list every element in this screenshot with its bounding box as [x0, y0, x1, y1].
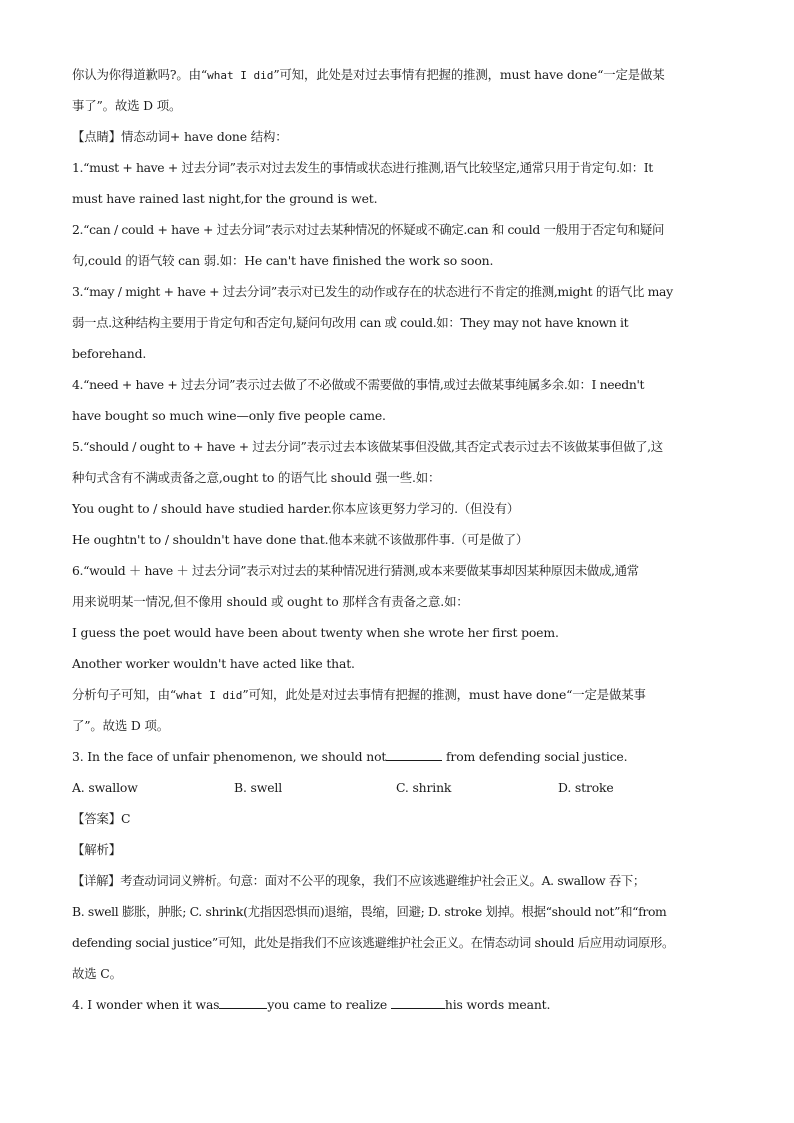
question-text: 3. In the face of unfair phenomenon, we should not	[72, 749, 387, 764]
text-line: 了”。故选 D 项。	[72, 718, 169, 733]
question-text: you came to realize	[267, 997, 391, 1012]
question-text: from defending social justice.	[442, 749, 628, 764]
text-line: 用来说明某一情况,但不像用 should 或 ought to 那样含有责备之意.如：	[72, 594, 469, 609]
detail-line: 【详解】考查动词词义辨析。句意：面对不公平的现象，我们不应该逃避维护社会正义。A. swallow 吞下；	[72, 873, 645, 888]
text-line: 种句式含有不满或责备之意,ought to 的语气比 should 强一些.如：	[72, 470, 441, 485]
question-text: 4. I wonder when it was	[72, 997, 220, 1012]
text-line	[72, 684, 724, 715]
example-sentence: I guess the poet would have been about twenty when she wrote her first poem.	[72, 625, 559, 640]
text-line: 2.“can / could + have + 过去分词”表示对过去某种情况的怀疑或不确定.can 和 could 一般用于否定句和疑问	[72, 222, 664, 237]
text-line: beforehand.	[72, 346, 147, 361]
text-line: 6.“would ＋ have ＋ 过去分词”表示对过去的某种情况进行猜测,或本来要做某事却因某种原因未做成,通常	[72, 563, 639, 578]
text-segment: ”可知，此处是对过去事情有把握的推测，must have done“一定是做某事	[242, 687, 646, 702]
text-line: have bought so much wine—only five people came.	[72, 408, 386, 423]
text-line: 4.“need + have + 过去分词”表示过去做了不必做或不需要做的事情,或过去做某事纯属多余.如：I needn't	[72, 377, 645, 392]
text-line: 1.“must + have + 过去分词”表示对过去发生的事情或状态进行推测,语气比较坚定,通常只用于肯定句.如：It	[72, 160, 653, 175]
answer-blank	[219, 994, 267, 1009]
option-d: D. stroke	[558, 780, 614, 795]
detail-line: 故选 C。	[72, 966, 122, 981]
text-line	[72, 64, 724, 95]
text-segment: 分析句子可知，由“	[72, 687, 177, 702]
text-line: 句,could 的语气较 can 弱.如：He can't have finished the work so soon.	[72, 253, 494, 268]
answer-line	[72, 808, 724, 839]
option-c: C. shrink	[396, 780, 452, 795]
text-line: 3.“may / might + have + 过去分词”表示对已发生的动作或存在的状态进行不肯定的推测,might 的语气比 may	[72, 284, 673, 299]
analysis-tag: 【解析】	[72, 842, 121, 857]
quoted-code: what I did	[176, 689, 243, 702]
text-line: 事了”。故选 D 项。	[72, 98, 182, 113]
question-4-stem	[72, 994, 724, 1025]
question-3-options	[72, 777, 724, 808]
option-a: A. swallow	[72, 780, 138, 795]
answer-value: C	[120, 811, 131, 826]
example-sentence: Another worker wouldn't have acted like that.	[72, 656, 355, 671]
text-line: must have rained last night,for the ground is wet.	[72, 191, 378, 206]
section-heading: 【点睛】情态动词+ have done 结构：	[72, 129, 288, 144]
answer-blank	[386, 746, 442, 761]
text-segment: ”可知，此处是对过去事情有把握的推测，must have done“一定是做某	[273, 67, 665, 82]
text-segment: 你认为你得道歉吗?。由“	[72, 67, 208, 82]
detail-line: defending social justice”可知，此处是指我们不应该逃避维护社会正义。在情态动词 should 后应用动词原形。	[72, 935, 675, 950]
answer-tag: 【答案】	[72, 811, 121, 826]
example-sentence: He oughtn't to / shouldn't have done that.他本来就不该做那件事.（可是做了）	[72, 532, 529, 547]
detail-line: B. swell 膨胀，肿胀; C. shrink(尤指因恐惧而)退缩，畏缩，回避; D. stroke 划掉。根据“should not”和“from	[72, 904, 667, 919]
question-3-stem	[72, 746, 724, 777]
answer-blank	[391, 994, 445, 1009]
question-text: his words meant.	[444, 997, 551, 1012]
document-page	[72, 64, 724, 1025]
quoted-code: what I did	[207, 69, 274, 82]
text-line: 5.“should / ought to + have + 过去分词”表示过去本该做某事但没做,其否定式表示过去不该做某事但做了,这	[72, 439, 663, 454]
option-b: B. swell	[234, 780, 283, 795]
example-sentence: You ought to / should have studied harder.你本应该更努力学习的.（但没有）	[72, 501, 520, 516]
text-line: 弱一点.这种结构主要用于肯定句和否定句,疑问句改用 can 或 could.如：They may not have known it	[72, 315, 629, 330]
